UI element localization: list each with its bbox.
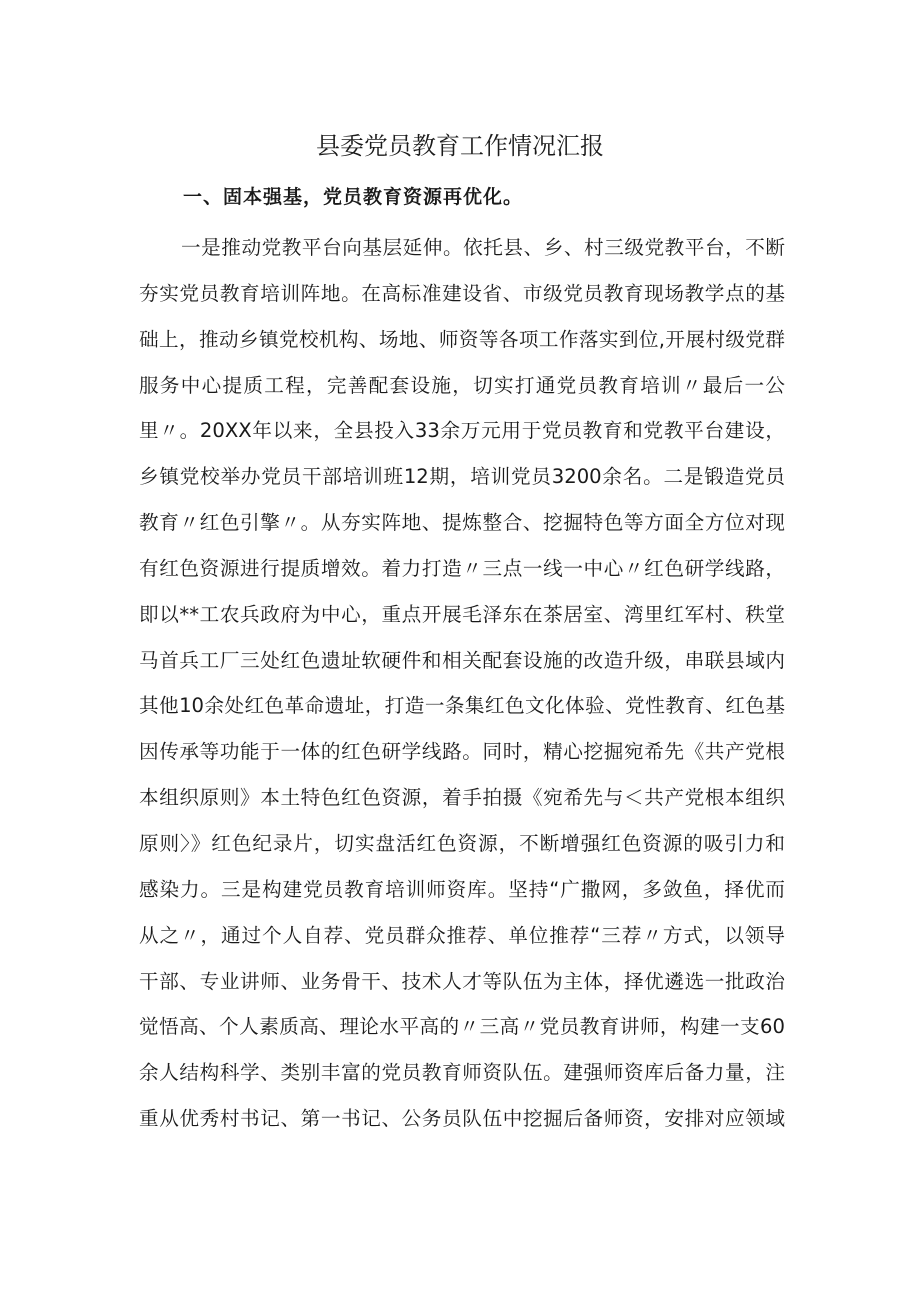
text-line: 干部、专业讲师、业务骨干、技术人才等队伍为主体，择优遴选一批政治 [139, 969, 785, 993]
text-line: 原则〉》红色纪录片，切实盘活红色资源，不断增强红色资源的吸引力和 [139, 831, 785, 855]
text-line: 服务中心提质工程，完善配套设施，切实打通党员教育培训〃最后一公 [139, 373, 785, 397]
text-line: 从之〃，通过个人自荐、党员群众推荐、单位推荐“三荐〃方式，以领导 [139, 923, 785, 947]
text-line: 重从优秀村书记、第一书记、公务员队伍中挖掘后备师资，安排对应领域 [139, 1107, 785, 1131]
text-line: 感染力。三是构建党员教育培训师资库。坚持“广撒网，多敛鱼，择优而 [139, 877, 785, 901]
text-line: 夯实党员教育培训阵地。在高标准建设省、市级党员教育现场教学点的基 [139, 281, 785, 305]
text-line: 有红色资源进行提质增效。着力打造〃三点一线一中心〃红色研学线路， [139, 556, 785, 580]
text-line: 乡镇党校举办党员干部培训班12期，培训党员3200余名。二是锻造党员 [139, 465, 785, 489]
text-line: 里〃。20XX年以来，全县投入33余万元用于党员教育和党教平台建设， [139, 419, 785, 443]
text-line: 本组织原则》本土特色红色资源，着手拍摄《宛希先与＜共产党根本组织 [139, 786, 785, 810]
section-heading: 一、固本强基，党员教育资源再优化。 [183, 186, 524, 208]
text-line: 础上，推动乡镇党校机构、场地、师资等各项工作落实到位,开展村级党群 [139, 327, 785, 351]
text-line: 觉悟高、个人素质高、理论水平高的〃三高〃党员教育讲师，构建一支60 [139, 1015, 785, 1039]
text-line: 因传承等功能于一体的红色研学线路。同时，精心挖掘宛希先《共产党根 [139, 740, 785, 764]
text-line: 马首兵工厂三处红色遗址软硬件和相关配套设施的改造升级，串联县域内 [139, 648, 785, 672]
text-line: 其他10余处红色革命遗址，打造一条集红色文化体验、党性教育、红色基 [139, 694, 785, 718]
text-line: 即以**工农兵政府为中心，重点开展毛泽东在茶居室、湾里红军村、秩堂 [139, 602, 785, 626]
body-paragraph [139, 225, 785, 1142]
text-line: 教育〃红色引擎〃。从夯实阵地、提炼整合、挖掘特色等方面全方位对现 [139, 511, 785, 535]
text-line: 一是推动党教平台向基层延伸。依托县、乡、村三级党教平台，不断 [181, 236, 785, 259]
document-title: 县委党员教育工作情况汇报 [316, 132, 604, 160]
text-line: 余人结构科学、类别丰富的党员教育师资队伍。建强师资库后备力量，注 [139, 1061, 785, 1085]
